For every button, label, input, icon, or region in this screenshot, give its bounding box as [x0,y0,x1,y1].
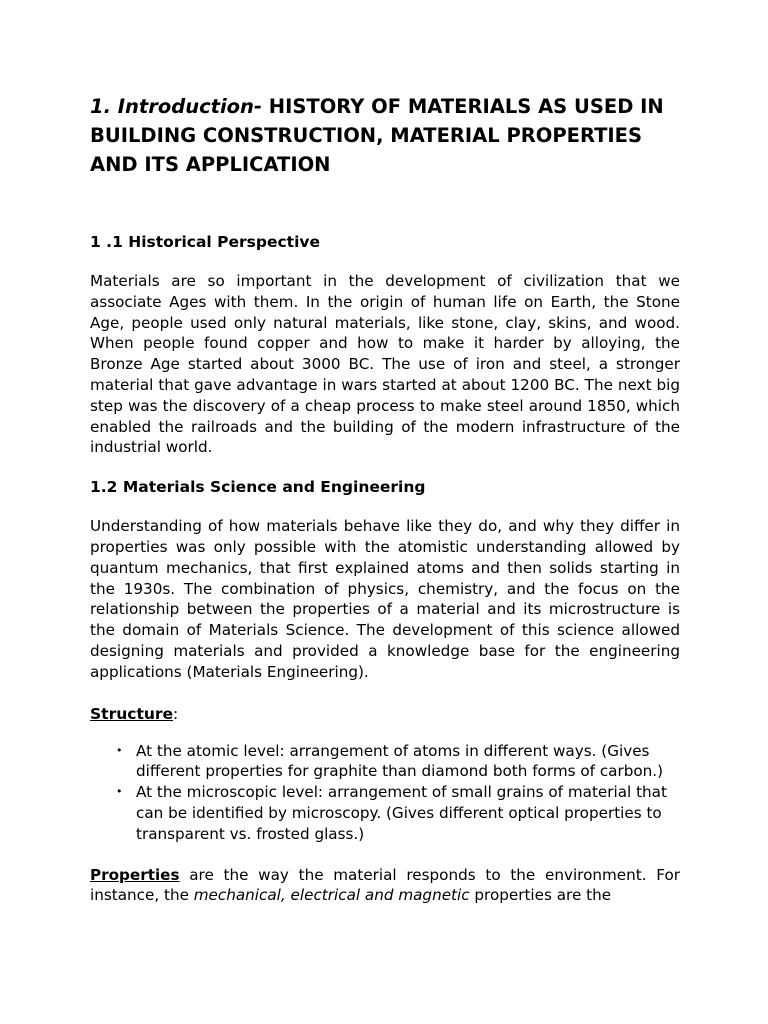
document-title [90,92,680,179]
bullet-icon: • [116,743,123,757]
list-item-text: At the microscopic level: arrangement of small grains of material that can be identified by microscopy. (Gives different optical properties to transparent vs. frosted glass.) [136,783,667,843]
properties-label: Properties [90,865,180,884]
list-item [90,741,680,783]
properties-emphasis: mechanical, electrical and magnetic [193,886,470,905]
properties-text-2: properties are the [469,886,612,905]
bullet-icon: • [116,785,123,799]
list-item-text: At the atomic level: arrangement of atoms in different ways. (Gives different properties for graphite than diamond both forms of carbon.) [136,741,664,781]
paragraph-properties [90,865,680,907]
paragraph-materials-science: Understanding of how materials behave like they do, and why they differ in properties was only possible with the atomistic understanding allowed by quantum mechanics, that first explained atoms and then solids starting in the 1930s. The combination of physics, chemistry, and the focus on the relationship between the properties of a material and its microstructure is the domain of Materials Science. The development of this science allowed designing materials and provided a knowledge base for the engineering applications (Materials Engineering). [90,517,680,681]
document-page [90,92,680,906]
heading-materials-science: 1.2 Materials Science and Engineering [90,478,426,497]
structure-label: Structure [90,704,174,723]
structure-list [90,741,680,845]
structure-heading [90,703,680,725]
title-intro: 1. Introduction- [90,95,263,118]
properties-text-1: are the way the material responds to the environment. For instance, the [90,865,680,905]
structure-colon: : [173,704,179,723]
paragraph-historical-perspective: Materials are so important in the development of civilization that we associate Ages with them. In the origin of human life on Earth, the Stone Age, people used only natural materials, like stone, clay, skins, and wood. When people found copper and how to make it harder by alloying, the Bronze Age started about 3000 BC. The use of iron and steel, a stronger material that gave advantage in wars started at about 1200 BC. The next big step was the discovery of a cheap process to make steel around 1850, which enabled the railroads and the building of the modern infrastructure of the industrial world. [90,272,680,457]
list-item [90,782,680,844]
heading-historical-perspective: 1 .1 Historical Perspective [90,233,321,251]
title-main: HISTORY OF MATERIALS AS USED IN BUILDING CONSTRUCTION, MATERIAL PROPERTIES AND ITS APPLICATION [90,95,664,176]
